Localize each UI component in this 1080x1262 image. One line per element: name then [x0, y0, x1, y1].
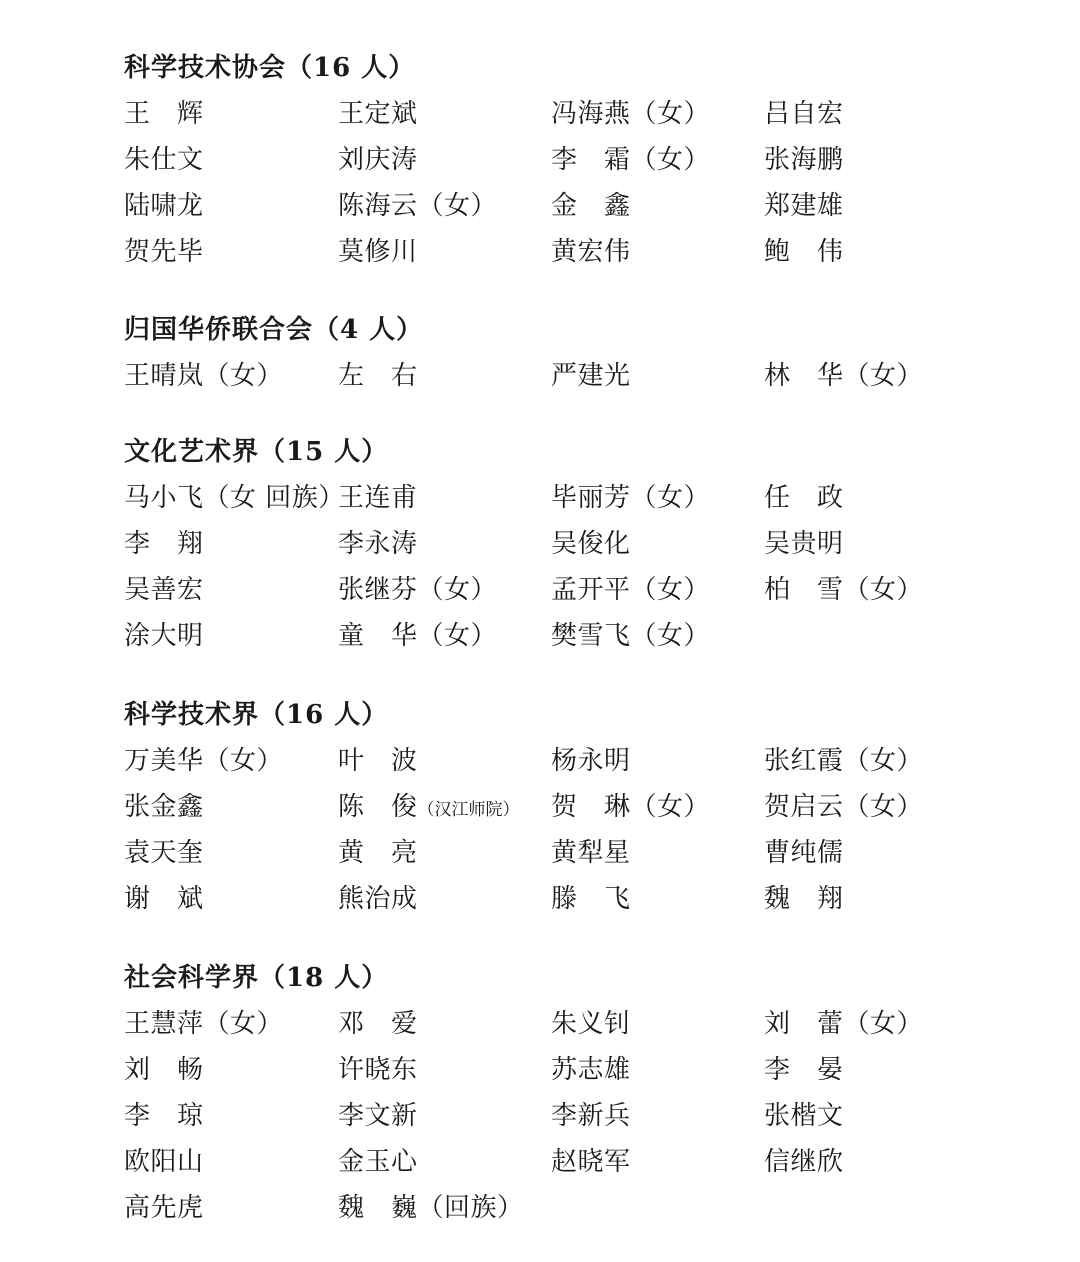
- member-name: 童 华（女）: [338, 621, 498, 651]
- member-name: 赵晓军: [551, 1147, 631, 1177]
- name-row: [124, 475, 1024, 521]
- section-overseas-chinese-federation: [124, 307, 1024, 399]
- member-name: 苏志雄: [551, 1055, 631, 1085]
- member-name: 林 华（女）: [764, 361, 924, 391]
- member-name: 王连甫: [338, 483, 418, 513]
- member-name: 刘 蕾（女）: [764, 1009, 924, 1039]
- member-name: 万美华（女）: [124, 746, 284, 776]
- name-row: [124, 738, 1024, 784]
- name-row: [124, 521, 1024, 567]
- member-name: 朱仕文: [124, 145, 204, 175]
- member-name: 毕丽芳（女）: [551, 483, 711, 513]
- member-name: 谢 斌: [124, 884, 204, 914]
- member-name: 任 政: [764, 483, 844, 513]
- member-name: 杨永明: [551, 746, 631, 776]
- member-name: 柏 雪（女）: [764, 575, 924, 605]
- member-name: 李 翔: [124, 529, 204, 559]
- section-science-association: [124, 45, 1024, 275]
- name-row: [124, 613, 1024, 659]
- member-name: 张红霞（女）: [764, 746, 924, 776]
- name-row: [124, 1093, 1024, 1139]
- member-name: 王晴岚（女）: [124, 361, 284, 391]
- member-name: 王慧萍（女）: [124, 1009, 284, 1039]
- member-name: 吴贵明: [764, 529, 844, 559]
- name-row: [124, 1139, 1024, 1185]
- section-title: 文化艺术界（15 人）: [124, 437, 389, 467]
- name-row: [124, 229, 1024, 275]
- member-name: 金 鑫: [551, 191, 631, 221]
- member-name: 欧阳山: [124, 1147, 204, 1177]
- name-row: [124, 567, 1024, 613]
- section-title: 归国华侨联合会（4 人）: [124, 315, 424, 345]
- member-name-with-note: [338, 784, 520, 833]
- section-science-technology: [124, 692, 1024, 922]
- member-name: 马小飞（女 回族）: [124, 483, 345, 513]
- member-name: 贺 琳（女）: [551, 792, 711, 822]
- member-name: 樊雪飞（女）: [551, 621, 711, 651]
- member-name: 熊治成: [338, 884, 418, 914]
- member-name: 朱义钊: [551, 1009, 631, 1039]
- member-name: 李文新: [338, 1101, 418, 1131]
- member-name: 张楷文: [764, 1101, 844, 1131]
- member-name: 李 霜（女）: [551, 145, 711, 175]
- member-name: 吕自宏: [764, 99, 844, 129]
- member-name: 滕 飞: [551, 884, 631, 914]
- name-row: [124, 1185, 1024, 1231]
- name-row: [124, 1047, 1024, 1093]
- member-name: 魏 翔: [764, 884, 844, 914]
- name-row: [124, 784, 1024, 830]
- member-name: 鲍 伟: [764, 237, 844, 267]
- member-name: 涂大明: [124, 621, 204, 651]
- member-name: 叶 波: [338, 746, 418, 776]
- member-name: 张继芬（女）: [338, 575, 498, 605]
- member-name: 邓 爱: [338, 1009, 418, 1039]
- member-name: 魏 巍（回族）: [338, 1193, 524, 1223]
- member-name: 陈海云（女）: [338, 191, 498, 221]
- member-name: 黄 亮: [338, 838, 418, 868]
- member-name: 刘 畅: [124, 1055, 204, 1085]
- member-name: 许晓东: [338, 1055, 418, 1085]
- section-title: 科学技术协会（16 人）: [124, 53, 416, 83]
- member-name: 陈 俊: [338, 792, 418, 822]
- name-row: [124, 91, 1024, 137]
- member-name: 刘庆涛: [338, 145, 418, 175]
- member-name: 吴善宏: [124, 575, 204, 605]
- name-row: [124, 1001, 1024, 1047]
- member-name: 李 晏: [764, 1055, 844, 1085]
- member-name: 李 琼: [124, 1101, 204, 1131]
- member-name: 袁天奎: [124, 838, 204, 868]
- member-name: 左 右: [338, 361, 418, 391]
- member-name: 高先虎: [124, 1193, 204, 1223]
- member-name: 李永涛: [338, 529, 418, 559]
- section-title: 科学技术界（16 人）: [124, 700, 389, 730]
- member-name: 冯海燕（女）: [551, 99, 711, 129]
- name-row: [124, 876, 1024, 922]
- member-name: 贺启云（女）: [764, 792, 924, 822]
- member-name: 莫修川: [338, 237, 418, 267]
- member-name: 郑建雄: [764, 191, 844, 221]
- member-name: 孟开平（女）: [551, 575, 711, 605]
- section-culture-arts: [124, 429, 1024, 659]
- member-name: 严建光: [551, 361, 631, 391]
- name-row: [124, 183, 1024, 229]
- section-title: 社会科学界（18 人）: [124, 963, 389, 993]
- member-name: 张海鹏: [764, 145, 844, 175]
- member-name: 吴俊化: [551, 529, 631, 559]
- member-name: 贺先毕: [124, 237, 204, 267]
- member-name: 李新兵: [551, 1101, 631, 1131]
- member-name: 陆啸龙: [124, 191, 204, 221]
- member-name: 王 辉: [124, 99, 204, 129]
- member-name: 王定斌: [338, 99, 418, 129]
- member-name: 黄宏伟: [551, 237, 631, 267]
- name-row: [124, 830, 1024, 876]
- member-name: 金玉心: [338, 1147, 418, 1177]
- section-social-sciences: [124, 955, 1024, 1231]
- member-name: 张金鑫: [124, 792, 204, 822]
- member-affiliation-note: （汉江师院）: [417, 800, 520, 820]
- member-name: 信继欣: [764, 1147, 844, 1177]
- member-name: 曹纯儒: [764, 838, 844, 868]
- name-row: [124, 353, 1024, 399]
- member-name: 黄犁星: [551, 838, 631, 868]
- name-row: [124, 137, 1024, 183]
